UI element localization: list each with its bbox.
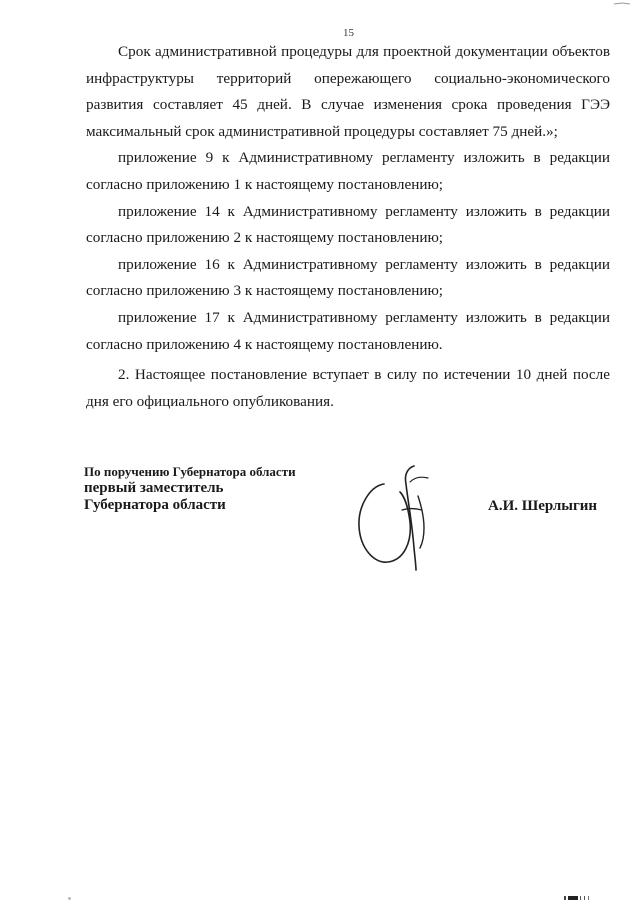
scan-dot-mark [68, 897, 71, 900]
page-number: 15 [343, 27, 354, 39]
document-body [86, 39, 610, 415]
scan-corner-mark [612, 0, 632, 6]
handwritten-signature [352, 462, 442, 572]
paragraph-appendix-17: приложение 17 к Административному регламенту изложить в редакции согласно приложению 4 к настоящему постановлению. [86, 308, 610, 353]
paragraph-effective-date: 2. Настоящее постановление вступает в силу по истечении 10 дней после дня его официального опубликования. [86, 366, 610, 410]
paragraph-appendix-14: приложение 14 к Административному регламенту изложить в редакции согласно приложению 2 к настоящему постановлению; [86, 202, 610, 247]
signatory-title [84, 463, 296, 514]
signatory-name: А.И. Шерлыгин [488, 498, 598, 514]
scan-barcode-mark [564, 896, 592, 900]
paragraph-procedure-term: Срок административной процедуры для проектной документации объектов инфраструктуры территорий опережающего социально-экономического развития составляет 45 дней. В случае изменения срока проведения ГЭЭ максимальный срок административной процедуры составляет 75 дней.»; [86, 43, 610, 140]
paragraph-appendix-16: приложение 16 к Административному регламенту изложить в редакции согласно приложению 3 к настоящему постановлению; [86, 255, 610, 300]
signatory-position-org: Губернатора области [84, 497, 226, 513]
paragraph-appendix-9: приложение 9 к Административному регламенту изложить в редакции согласно приложению 1 к настоящему постановлению; [86, 149, 610, 193]
signatory-instruction: По поручению Губернатора области [84, 464, 296, 479]
signatory-position: первый заместитель [84, 480, 224, 496]
